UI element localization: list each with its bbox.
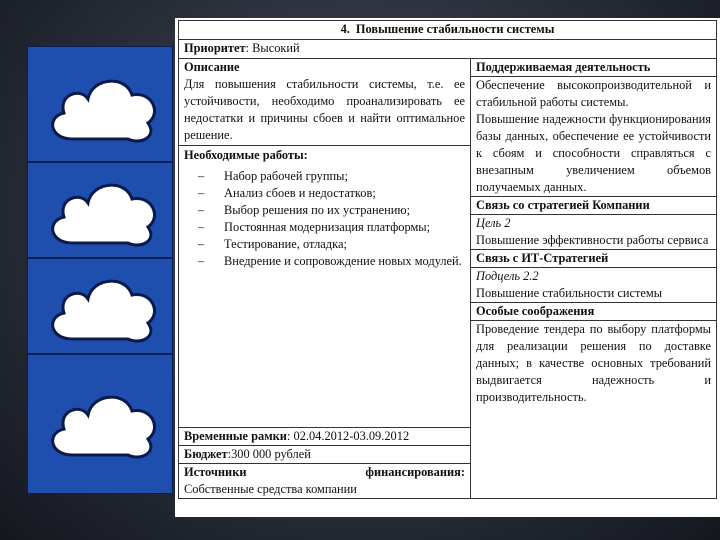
list-item: – Внедрение и сопровождение новых модулей. bbox=[184, 253, 465, 270]
company-strategy-block bbox=[471, 197, 716, 250]
supported-activity-block bbox=[471, 59, 716, 197]
budget-value: :300 000 рублей bbox=[227, 447, 311, 461]
supported-activity-text-2: Повышение надежности функционирования базы данных, обеспечение ее устойчивости к сбоям и способности справляться с внезапным увеличением объемов получаемых данных. bbox=[476, 112, 712, 194]
cloud-panel-2 bbox=[27, 162, 173, 258]
it-strategy-heading: Связь с ИТ-Стратегией bbox=[471, 250, 716, 268]
cloud-panel-1 bbox=[27, 46, 173, 162]
timeframe-row bbox=[179, 428, 471, 446]
left-column bbox=[179, 59, 471, 428]
required-works-heading: Необходимые работы: bbox=[184, 148, 308, 162]
priority-row bbox=[179, 40, 717, 59]
sources-label-left: Источники bbox=[184, 465, 247, 479]
description-heading: Описание bbox=[184, 60, 240, 74]
sources-label bbox=[184, 464, 465, 481]
supported-activity-heading: Поддерживаемая деятельность bbox=[471, 59, 716, 77]
list-item: – Выбор решения по их устранению; bbox=[184, 202, 465, 219]
section-title-text: Повышение стабильности системы bbox=[355, 22, 555, 36]
cloud-panel-4 bbox=[27, 354, 173, 494]
sources-value: Собственные средства компании bbox=[184, 482, 357, 496]
timeframe-label: Временные рамки bbox=[184, 429, 287, 443]
cloud-icon bbox=[28, 259, 174, 355]
sources-row bbox=[179, 464, 471, 499]
description-text: Для повышения стабильности системы, т.е. ее устойчивости, необходимо проанализировать ее недостатки и причины сбоев и найти оптимальное решение. bbox=[179, 76, 470, 146]
required-works-list bbox=[184, 168, 465, 270]
priority-value: : Высокий bbox=[245, 41, 300, 55]
section-title bbox=[179, 21, 717, 40]
it-subgoal: Подцель 2.2 bbox=[476, 269, 539, 283]
cloud-icon bbox=[28, 163, 174, 259]
list-item: – Постоянная модернизация платформы; bbox=[184, 219, 465, 236]
special-considerations-block bbox=[471, 303, 716, 406]
list-item: – Набор рабочей группы; bbox=[184, 168, 465, 185]
supported-activity-text-1: Обеспечение высокопроизводительной и стабильной работы системы. bbox=[476, 78, 712, 109]
priority-label: Приоритет bbox=[184, 41, 246, 55]
budget-row bbox=[179, 446, 471, 464]
list-item: – Тестирование, отладка; bbox=[184, 236, 465, 253]
timeframe-value: : 02.04.2012-03.09.2012 bbox=[286, 429, 410, 443]
company-goal: Цель 2 bbox=[476, 216, 511, 230]
right-column bbox=[471, 59, 717, 499]
cloud-panel-3 bbox=[27, 258, 173, 354]
budget-label: Бюджет bbox=[184, 447, 228, 461]
list-item: – Анализ сбоев и недостатков; bbox=[184, 185, 465, 202]
cloud-icon bbox=[28, 355, 174, 495]
cloud-icon bbox=[28, 47, 174, 163]
it-subgoal-text: Повышение стабильности системы bbox=[476, 286, 663, 300]
sources-label-right: финансирования: bbox=[365, 465, 465, 479]
project-card-table bbox=[178, 20, 717, 499]
special-considerations-text: Проведение тендера по выбору платформы для реализации решения по доставке данных; в качестве основных требований выдвигается надежность и производительность. bbox=[476, 322, 712, 404]
company-strategy-heading: Связь со стратегией Компании bbox=[471, 197, 716, 215]
section-number: 4. bbox=[340, 22, 350, 36]
document-page bbox=[175, 18, 720, 517]
company-goal-text: Повышение эффективности работы сервиса bbox=[476, 233, 709, 247]
special-considerations-heading: Особые соображения bbox=[471, 303, 716, 321]
it-strategy-block bbox=[471, 250, 716, 303]
